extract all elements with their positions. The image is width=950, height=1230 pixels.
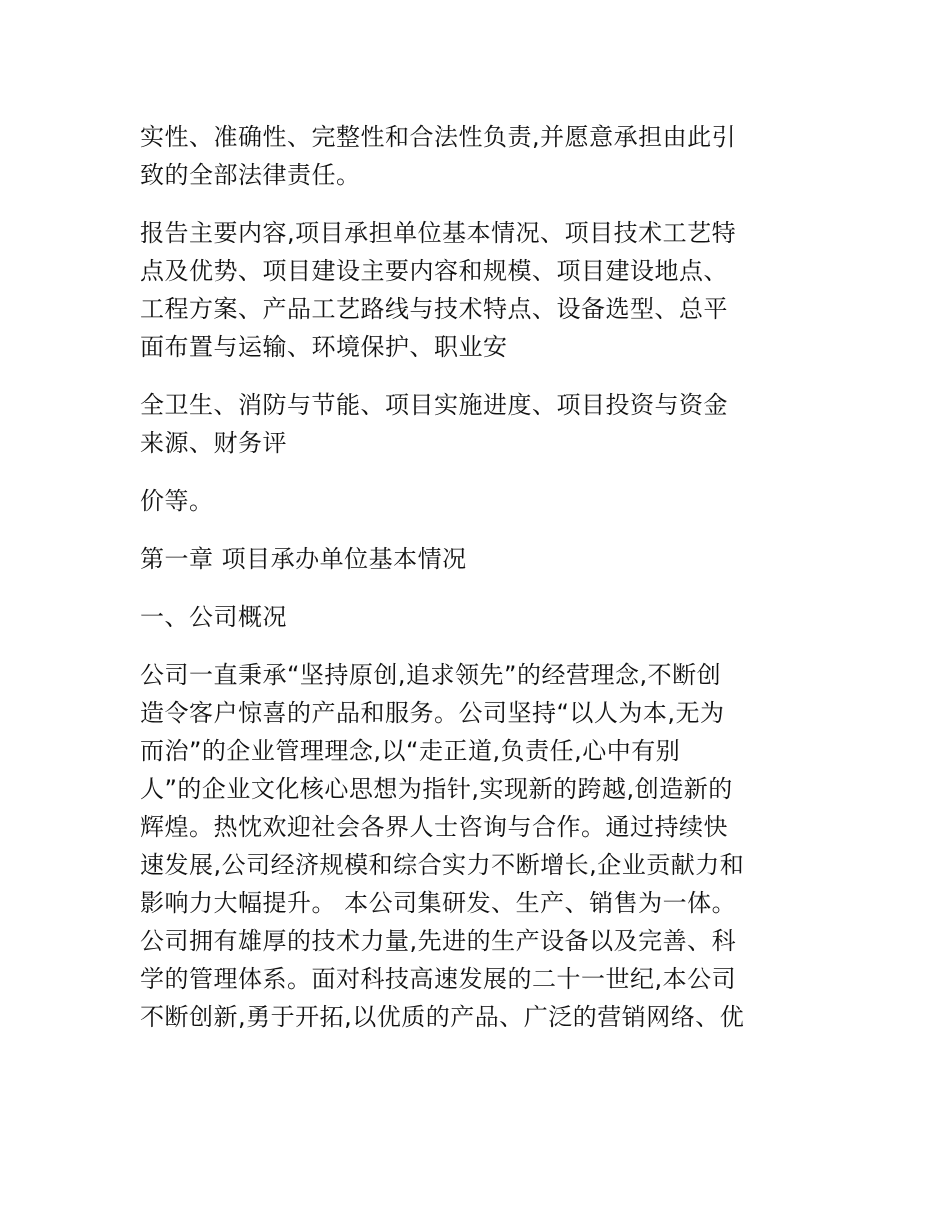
text-line: 公司拥有雄厚的技术力量,先进的生产设备以及完善、科 [140, 927, 737, 955]
text-line: 致的全部法律责任。 [140, 161, 361, 189]
text-line: 速发展,公司经济规模和综合实力不断增长,企业贡献力和 [140, 851, 745, 879]
paragraph-report-contents [140, 214, 820, 366]
text-line: 价等。 [140, 487, 214, 515]
text-line: 辉煌。热忱欢迎社会各界人士咨询与合作。通过持续快 [140, 813, 728, 841]
chapter-title: 第一章 项目承办单位基本情况 [140, 545, 467, 573]
text-line: 影响力大幅提升。 本公司集研发、生产、销售为一体。 [140, 889, 737, 917]
text-line: 造令客户惊喜的产品和服务。公司坚持“以人为本,无为 [140, 699, 725, 727]
paragraph-company-overview [140, 656, 820, 1036]
text-line: 学的管理体系。面对科技高速发展的二十一世纪,本公司 [140, 965, 737, 993]
text-line: 而治”的企业管理理念,以“走正道,负责任,心中有别 [140, 737, 681, 765]
chapter-heading [140, 540, 820, 578]
document-body [140, 118, 820, 1036]
text-line: 实性、准确性、完整性和合法性负责,并愿意承担由此引 [140, 123, 737, 151]
text-line: 报告主要内容,项目承担单位基本情况、项目技术工艺特 [140, 219, 737, 247]
text-line: 工程方案、产品工艺路线与技术特点、设备选型、总平 [140, 295, 728, 323]
section-title: 一、公司概况 [140, 603, 287, 631]
text-line: 来源、财务评 [140, 429, 287, 457]
paragraph-report-contents-end [140, 482, 820, 520]
paragraph-report-contents-continued [140, 386, 820, 462]
text-line: 点及优势、项目建设主要内容和规模、项目建设地点、 [140, 257, 728, 285]
text-line: 全卫生、消防与节能、项目实施进度、项目投资与资金 [140, 391, 728, 419]
text-line: 不断创新,勇于开拓,以优质的产品、广泛的营销网络、优 [140, 1003, 745, 1031]
text-line: 公司一直秉承“坚持原创,追求领先”的经营理念,不断创 [140, 661, 722, 689]
text-line: 面布置与运输、环境保护、职业安 [140, 333, 508, 361]
text-line: 人”的企业文化核心思想为指针,实现新的跨越,创造新的 [140, 775, 733, 803]
paragraph-responsibility [140, 118, 820, 194]
section-heading [140, 598, 820, 636]
